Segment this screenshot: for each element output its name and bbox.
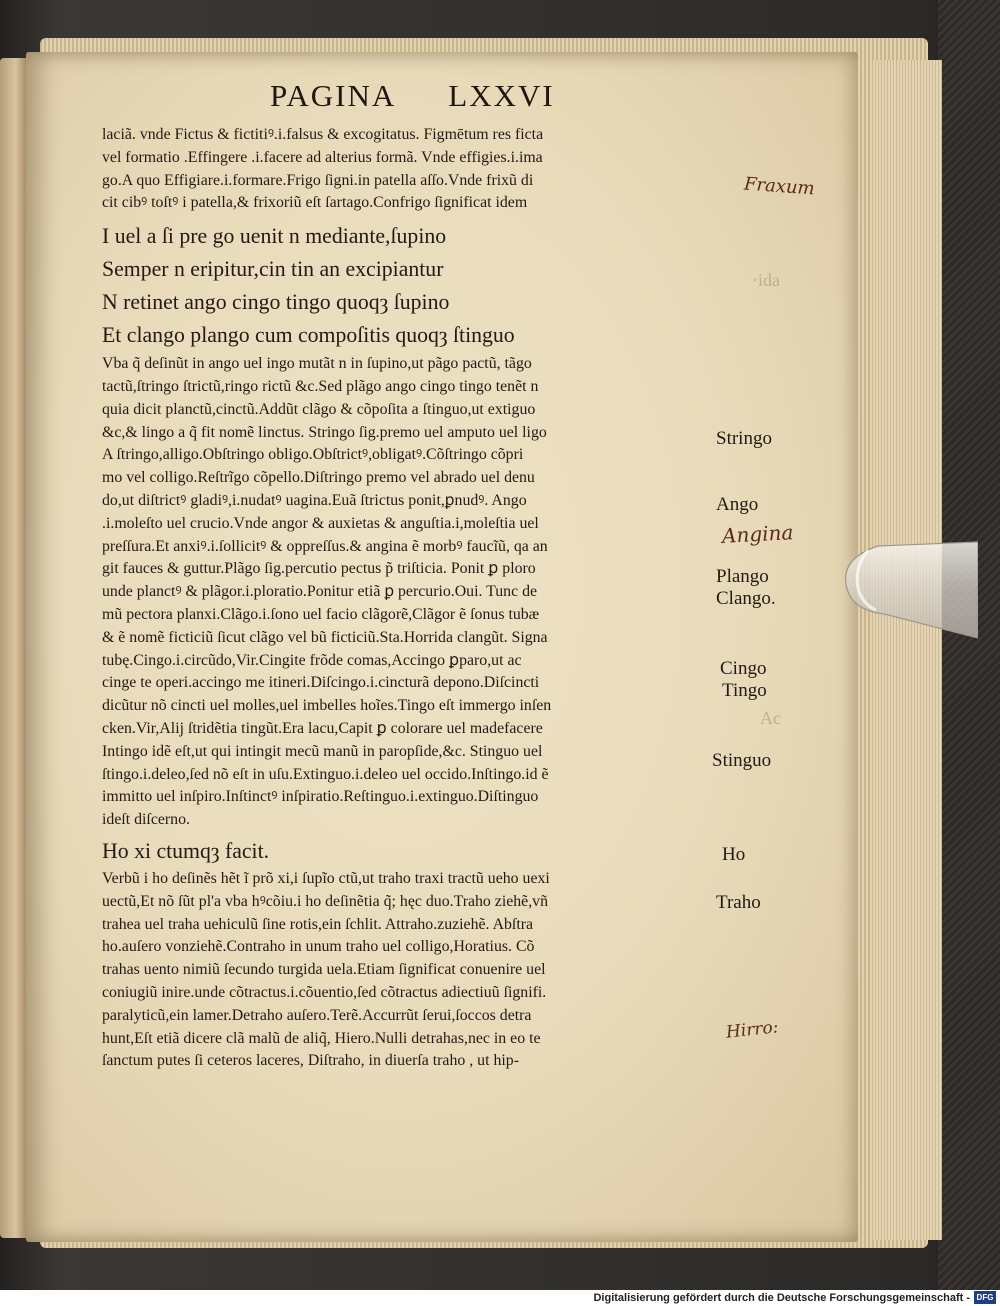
page-heading	[270, 78, 555, 114]
text-line: mũ pectora planxi.Clãgo.i.ſono uel facio clãgorẽ,Clãgor ẽ ſonus tubæ	[102, 605, 540, 623]
text-line: &c,& lingo a q̃ fit nomẽ linctus. Stringo ſig.premo uel amputo uel ligo	[102, 423, 547, 441]
text-line: cken.Vir,Alij ſtridẽtia tingũt.Era lacu,Capit ꝑ colorare uel madefacere	[102, 719, 543, 737]
text-line: immitto uel inſpiro.Inſtinctꝰ inſpiratio.Reſtinguo.i.extinguo.Diſtinguo	[102, 788, 539, 806]
text-line: Vba q̃ deſinũt in ango uel ingo mutãt n in ſupino,ut pãgo pactũ, tãgo	[102, 355, 532, 373]
main-text-column	[102, 124, 722, 1073]
show-through-ghost: Ac	[760, 708, 781, 728]
text-line: hunt,Eſt etiã dicere clã malũ de aliq̃, Hiero.Nulli detrahas,nec in eo te	[102, 1029, 541, 1047]
page-fore-edge	[872, 60, 942, 1240]
verse-line: N retinet ango cingo tingo quoqȝ ſupino	[102, 289, 450, 315]
text-line: coniugiũ inire.unde cõtractus.i.cõuentio,ſed cõtractus adiectiuũ ſignifi.	[102, 983, 547, 1001]
margin-note-ango: Ango	[716, 494, 759, 515]
text-line: do,ut diſtrictꝰ gladiꝰ,i.nudatꝰ uagina.Euã ſtrictus ponit,ꝑnudꝰ. Ango	[102, 491, 527, 509]
text-line: mo vel colligo.Reſtrĩgo cõpello.Diſtringo premo vel abrado uel denu	[102, 469, 535, 487]
dfg-logo: DFG	[974, 1291, 996, 1304]
text-line: unde planctꝰ & plãgor.i.ploratio.Ponitur etiã ꝑ percurio.Oui. Tunc de	[102, 583, 538, 601]
text-line: laciã. vnde Fictus & fictitiꝰ.i.falsus & excogitatus. Figmētum res ficta	[102, 126, 544, 143]
text-line: & ẽ nomẽ ficticiũ ſicut clãgo vel bũ ficticiũ.Sta.Horrida clangũt. Signa	[102, 628, 548, 646]
margin-note-stringo: Stringo	[716, 428, 772, 449]
text-line: trahas uento nimiũ ſecundo turgida uela.Etiam ſignificat conuenire uel	[102, 961, 546, 979]
margin-note-cingo: Cingo	[720, 658, 767, 679]
text-line: cinge te operi.accingo me itineri.Diſcingo.i.cincturã depono.Diſcincti	[102, 674, 540, 692]
section-heading-line: Ho xi ctumqȝ facit.	[102, 837, 270, 863]
text-line: ſanctum putes ſi ceteros laceres, Diſtraho, in diuerſa traho , ut hip-	[102, 1052, 519, 1070]
handwritten-note-fraxum: Fraxum	[743, 173, 816, 200]
text-line: preſſura.Et anxiꝰ.i.ſollicitꝰ & oppreſſus.& angina ẽ morbꝰ faucĩũ, qa an	[102, 537, 548, 555]
text-line: uectũ,Et nõ ſũt pl'a vba hꝰcõiu.i ho deſinẽtia q̃; hęc duo.Traho ziehẽ,vñ	[102, 892, 549, 910]
text-line: go.A quo Effigiare.i.formare.Frigo ſigni.in patella aſſo.Vnde frixũ di	[102, 171, 534, 189]
text-line: paralyticũ,ein lamer.Detraho auſero.Terẽ.Accurrũt ſerui,ſoccos detra	[102, 1006, 532, 1024]
handwritten-note-angina: Angina	[721, 520, 794, 548]
margin-note-clango: Clango.	[716, 588, 776, 609]
verse-line: Semper n eripitur,cin tin an excipiantur	[102, 256, 444, 282]
margin-note-traho: Traho	[716, 892, 761, 913]
heading-pagina: PAGINA	[270, 78, 397, 113]
text-line: dicũtur nõ cincti uel molles,uel imbelles hoĩes.Tingo eſt immergo inſen	[102, 697, 552, 715]
text-line: ſtingo.i.deleo,ſed nõ eſt in uſu.Extinguo.i.deleo uel occido.Inſtingo.id ẽ	[102, 765, 549, 783]
text-line: vel formatio .Effingere .i.facere ad alterius formã. Vnde effigies.i.ima	[102, 148, 543, 166]
text-line: A ſtringo,alligo.Obſtringo obligo.Obſtrictꝰ,obligatꝰ.Cõſtringo cõpri	[102, 446, 524, 464]
margin-note-plango: Plango	[716, 566, 769, 587]
text-line: ideſt diſcerno.	[102, 811, 190, 829]
page-clip-holder	[838, 528, 978, 648]
show-through-ghost: ·ida	[752, 270, 780, 290]
margin-note-tingo: Tingo	[722, 680, 767, 701]
margin-note-ho: Ho	[722, 844, 746, 865]
text-line: git fauces & guttur.Plãgo ſig.percutio pectus p̃ triſticia. Ponit ꝑ ploro	[102, 560, 536, 578]
margin-note-stinguo: Stinguo	[712, 750, 772, 771]
heading-folio-number: LXXVI	[448, 78, 555, 113]
text-line: .i.moleſto uel crucio.Vnde angor & auxietas & anguſtia.i,moleſtia uel	[102, 514, 539, 532]
text-line: tactũ,ſtringo ſtrictũ,ringo rictũ &c.Sed plãgo ango cingo tingo tenẽt n	[102, 377, 539, 395]
left-page-edge	[0, 58, 26, 1238]
text-line: quia dicit planctũ,cinctũ.Addũt clãgo & cõpoſita a ſtinguo,ut extiguo	[102, 400, 536, 418]
text-line: ho.auſero vonziehẽ.Contraho in unum traho uel colligo,Horatius. Cõ	[102, 938, 535, 956]
verse-line: Et clango plango cum compoſitis quoqȝ ſtinguo	[102, 322, 515, 348]
handwritten-note-hirro: Hirro:	[725, 1017, 780, 1043]
text-line: trahea uel traha uehiculũ ſine rotis,ein ſchlit. Attraho.zuziehẽ. Abſtra	[102, 915, 534, 933]
verse-line: I uel a ſi pre go uenit n mediante,ſupino	[102, 223, 447, 249]
text-line: cit cibꝰ toſtꝰ i patella,& frixoriũ eſt ſartago.Confrigo ſignificat idem	[102, 194, 528, 212]
text-line: tubę.Cingo.i.circũdo,Vir.Cingite frõde comas,Accingo ꝑparo,ut ac	[102, 651, 522, 669]
footer-credit: Digitalisierung gefördert durch die Deutsche Forschungsgemeinschaft -	[593, 1292, 970, 1304]
text-line: Verbũ i ho deſinẽs hẽt ĩ prõ xi,i ſupĩo ctũ,ut traho traxi tractũ ueho uexi	[102, 869, 550, 887]
text-line: Intingo idẽ eſt,ut qui intingit mecũ manũ in paropſide,&c. Stinguo uel	[102, 742, 543, 760]
